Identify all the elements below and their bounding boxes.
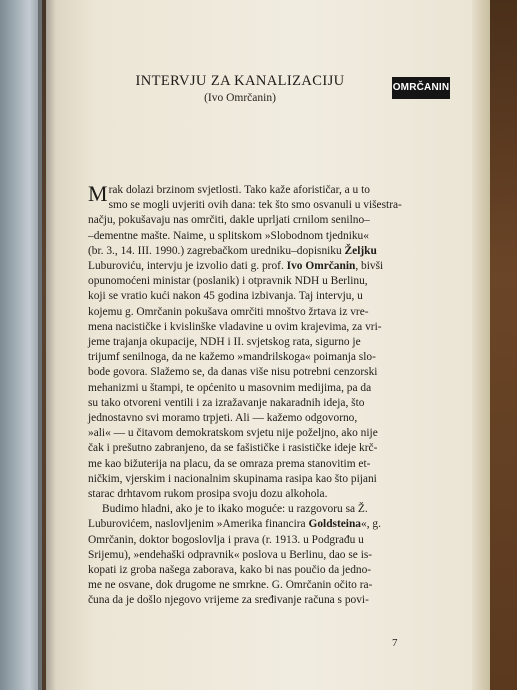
body-line: bode govora. Slažemo se, da danas više nisu potrebni cenzorski [88, 366, 378, 379]
body-line: »ali« — u čitavom demokratskom svjetu nije poželjno, ako nije [88, 427, 378, 440]
body-line: čuna da je došlo njegovo vrijeme za sređivanje računa s povi- [88, 594, 369, 607]
body-text: Luburovićem, naslovljenim »Amerika financira [88, 518, 309, 531]
body-line: kopati iz groba našega zaborava, kako bi nas poučio da jedno- [88, 564, 372, 577]
body-line: smo se mogli uvjeriti ovih dana: tek što smo osvanuli u višestra- [108, 199, 402, 212]
chapter-tab: OMRČANIN [392, 77, 450, 99]
body-text: , bivši [355, 260, 384, 273]
body-line: –dementne mašte. Naime, u splitskom »Slobodnom tjedniku« [88, 229, 369, 242]
article-title: INTERVJU ZA KANALIZACIJU [135, 73, 345, 89]
body-line: Omrčanin, doktor bogoslovlja i prava (r. 1913. u Podgrađu u [88, 533, 364, 546]
body-line: mena nacističke i kvislinške vladavine u ovim krajevima, za vri- [88, 320, 382, 333]
article-subtitle: (Ivo Omrčanin) [204, 92, 276, 104]
body-line: su tako otvoreni ventili i za izražavanje nakaradnih ideja, što [88, 396, 365, 409]
body-line: Budimo hladni, ako je to ikako moguće: u razgovoru sa Ž. [102, 503, 368, 516]
body-text: (br. 3., 14. III. 1990.) zagrebačkom uredniku–dopisniku [88, 244, 345, 257]
drop-cap: M [88, 181, 108, 206]
body-line [88, 259, 388, 274]
body-line: načju, pokušavaju nas omrčiti, dakle uprljati crnilom senilno– [88, 214, 370, 227]
bold-name: Željku [344, 244, 377, 257]
body-line: kojemu g. Omrčanin pokušava omrčiti mnoštvo žrtava iz vre- [88, 305, 369, 318]
body-text: Luburoviću, intervju je izvolio dati g. prof. [88, 260, 287, 273]
body-line: starac drhtavom rukom prosipa svoju dozu alkohola. [88, 488, 328, 501]
book-cover-edge [0, 0, 42, 690]
body-line: jednostavno svi moramo trpjeti. Ali — kažemo odgovorno, [88, 412, 358, 425]
body-line: mehanizmi u štampi, te općenito u masovnim medijima, pa da [88, 381, 372, 394]
bold-name: Goldsteina [308, 518, 362, 531]
spine-shadow [38, 0, 56, 690]
body-line: ničkim, vjerskim i nacionalnim skupinama rasipa kao što pijani [88, 472, 377, 485]
body-line [88, 244, 388, 259]
body-line: opunomoćeni ministar (poslanik) i otpravnik NDH u Berlinu, [88, 275, 368, 288]
body-line: me kao bižuterija na placu, da se omraza prema stanovitim et- [88, 457, 371, 470]
page-number: 7 [392, 637, 398, 649]
body-line: trijumf senilnoga, da ne kažemo »mandrilskoga« poimanja slo- [88, 351, 376, 364]
body-line [88, 517, 388, 532]
body-line: me ne osvane, dok drugome ne smrkne. G. Omrčanin očito ra- [88, 579, 373, 592]
body-line: čak i prešutno zabranjeno, da se fašističke i rasističke ideje krč- [88, 442, 378, 455]
bold-name: Ivo Omrčanin [286, 260, 356, 273]
body-line: koji se vratio kući nakon 45 godina izbivanja. Taj intervju, u [88, 290, 363, 303]
body-line: jeme trajanja okupacije, NDH i II. svjetskog rata, sigurno je [88, 336, 361, 349]
body-line: rak dolazi brzinom svjetlosti. Tako kaže aforističar, a u to [108, 184, 370, 196]
page-stack-edge [470, 0, 490, 690]
body-line: Srijemu), »endehaški odpravnik« poslova u Berlinu, dao se is- [88, 548, 373, 561]
body-text: «, g. [361, 518, 381, 531]
article-body [88, 181, 402, 609]
